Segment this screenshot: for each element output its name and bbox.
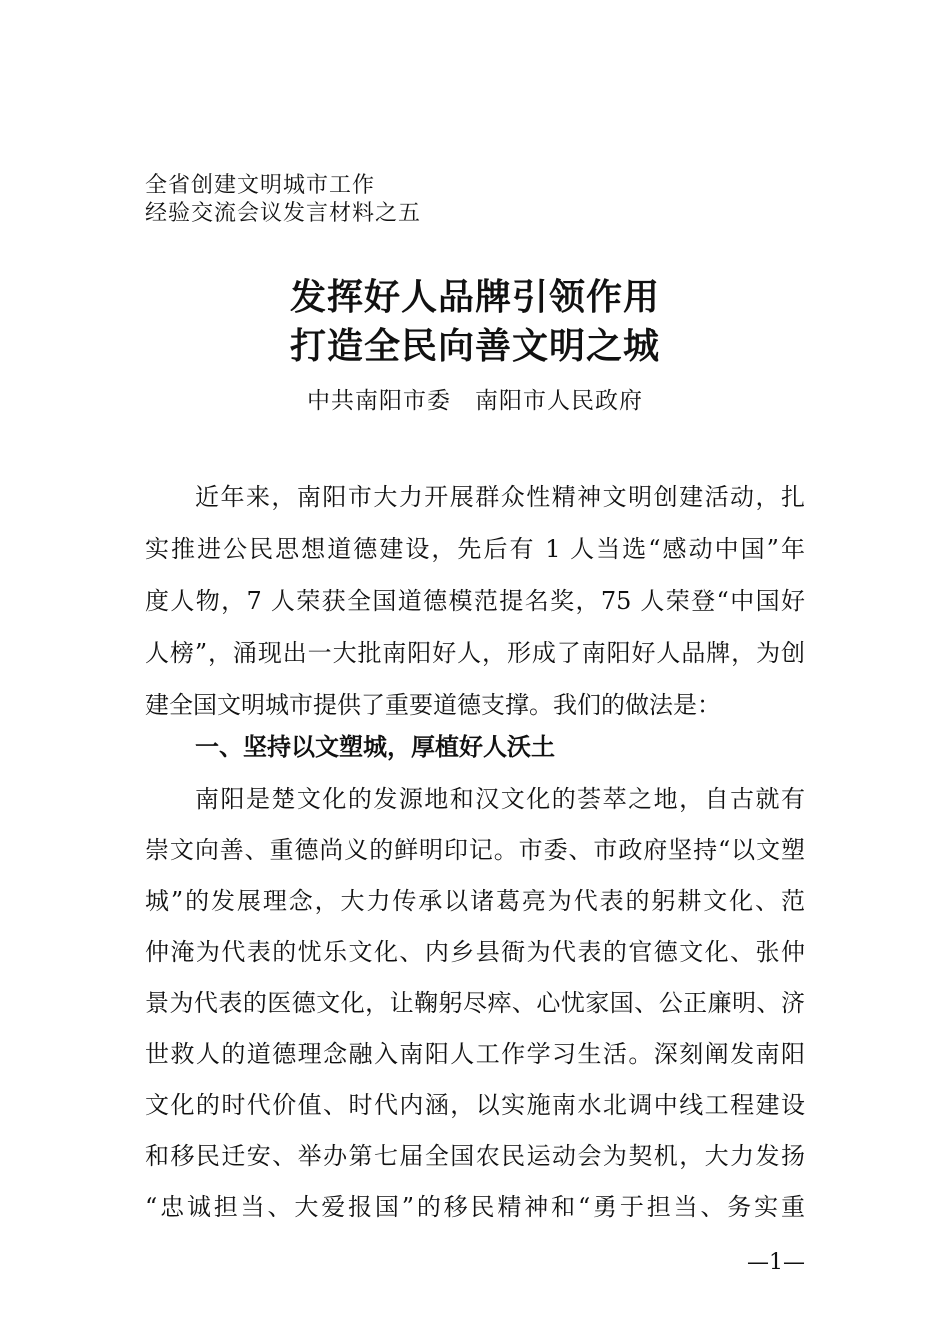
document-header <box>145 172 421 228</box>
paragraph-line: 实推进公民思想道德建设，先后有 1 人当选“感动中国”年 <box>145 535 805 563</box>
paragraph-line: 崇文向善、重德尚义的鲜明印记。市委、市政府坚持“以文塑 <box>145 836 805 864</box>
paragraph-line: 城”的发展理念，大力传承以诸葛亮为代表的躬耕文化、范 <box>145 887 805 915</box>
header-line-2: 经验交流会议发言材料之五 <box>145 201 422 226</box>
paragraph-line: “忠诚担当、大爱报国”的移民精神和“勇于担当、务实重 <box>145 1193 805 1221</box>
paragraph-line: 度人物，7 人荣获全国道德模范提名奖，75 人荣登“中国好 <box>145 587 805 615</box>
paragraph-line: 建全国文明城市提供了重要道德支撑。我们的做法是： <box>145 691 721 719</box>
authors <box>0 382 950 415</box>
author-org-1: 中共南阳市委 <box>307 388 451 414</box>
header-line-1: 全省创建文明城市工作 <box>145 173 376 198</box>
section-heading: 一、坚持以文塑城，厚植好人沃土 <box>195 733 555 761</box>
paragraph-line: 世救人的道德理念融入南阳人工作学习生活。深刻阐发南阳 <box>145 1040 805 1068</box>
paragraph-line: 人榜”，涌现出一大批南阳好人，形成了南阳好人品牌，为创 <box>145 639 805 667</box>
paragraph-line: 文化的时代价值、时代内涵，以实施南水北调中线工程建设 <box>145 1091 805 1119</box>
paragraph-line: 南阳是楚文化的发源地和汉文化的荟萃之地，自古就有 <box>195 785 805 813</box>
title-line-2: 打造全民向善文明之城 <box>289 326 660 367</box>
title-line-1: 发挥好人品牌引领作用 <box>289 277 660 318</box>
paragraph-line: 景为代表的医德文化，让鞠躬尽瘁、心忧家国、公正廉明、济 <box>145 989 805 1017</box>
page-number: —1— <box>747 1250 805 1275</box>
paragraph-line: 和移民迁安、举办第七届全国农民运动会为契机，大力发扬 <box>145 1142 805 1170</box>
paragraph-line: 仲淹为代表的忧乐文化、内乡县衙为代表的官德文化、张仲 <box>145 938 805 966</box>
paragraph-line: 近年来，南阳市大力开展群众性精神文明创建活动，扎 <box>195 483 805 511</box>
author-org-2: 南阳市人民政府 <box>475 388 643 414</box>
